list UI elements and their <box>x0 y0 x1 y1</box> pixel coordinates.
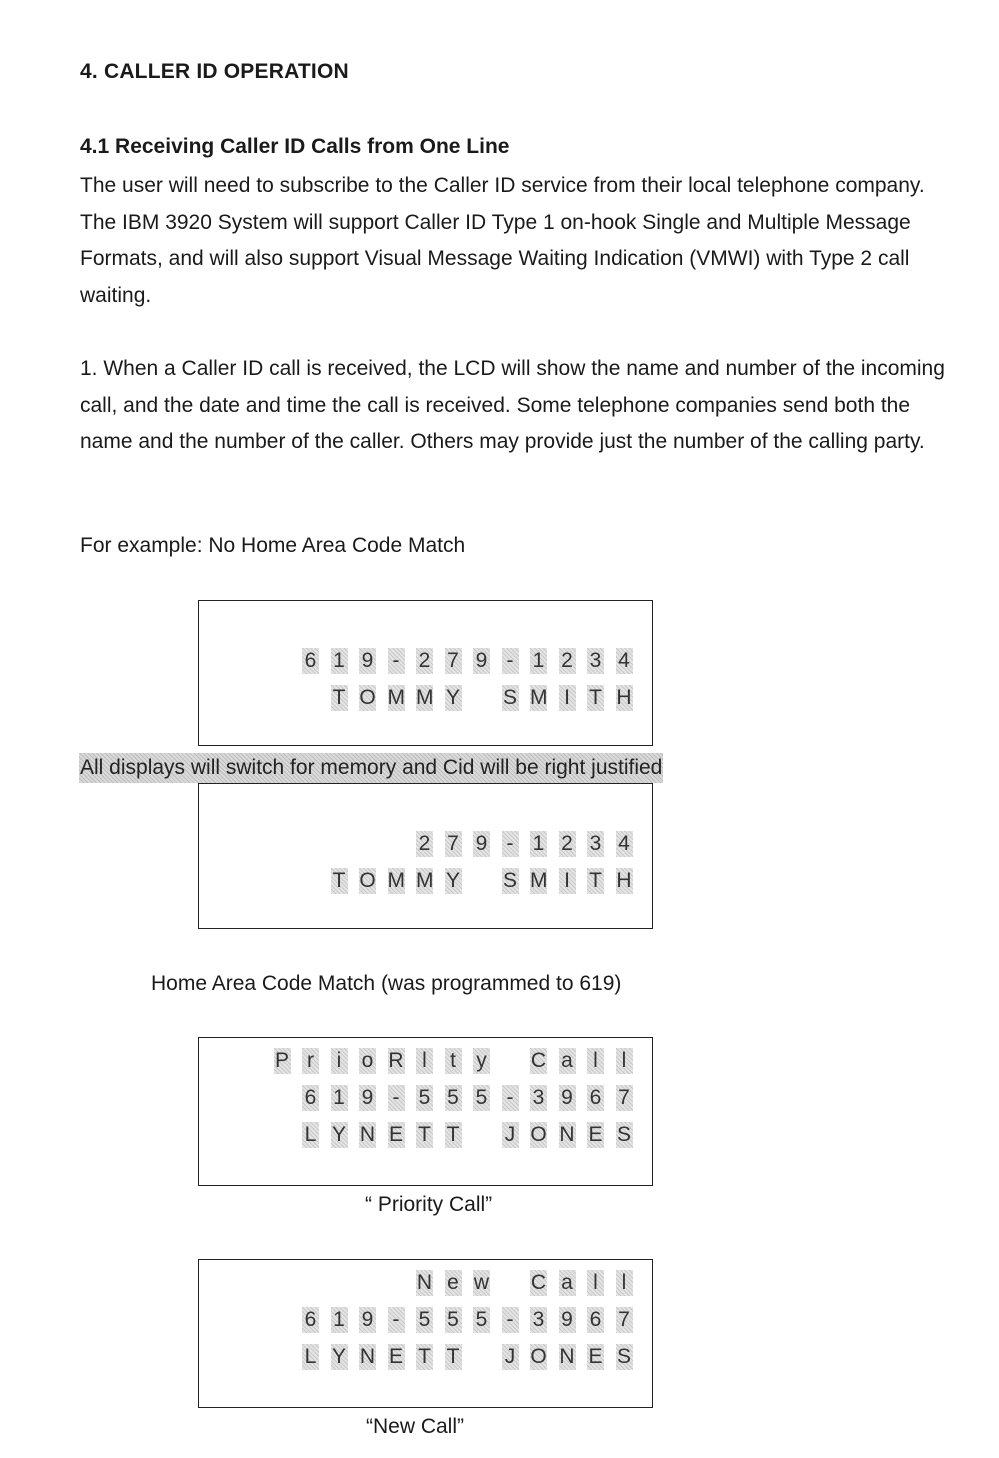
lcd-char: - <box>388 1085 405 1111</box>
lcd-char: 3 <box>587 831 604 857</box>
lcd-char: 7 <box>616 1307 633 1333</box>
lcd-line <box>199 1122 652 1148</box>
lcd-char: 9 <box>473 648 490 674</box>
lcd-line <box>199 1085 652 1111</box>
lcd-char: 6 <box>302 1085 319 1111</box>
lcd-char: 2 <box>416 648 433 674</box>
lcd-char: I <box>559 868 576 894</box>
lcd-char: C <box>530 1049 547 1072</box>
lcd-char: M <box>416 869 434 892</box>
lcd-char: 4 <box>616 648 633 674</box>
lcd-char <box>473 868 490 894</box>
lcd-char <box>473 685 490 711</box>
lcd-char: T <box>416 1122 433 1148</box>
lcd-char: N <box>559 1345 575 1368</box>
lcd-char: N <box>559 1123 575 1146</box>
lcd-char: L <box>302 1344 319 1370</box>
lcd-char: E <box>388 1123 403 1146</box>
lcd-char: O <box>359 686 376 709</box>
lcd-char: 9 <box>359 648 376 674</box>
lcd-char: 9 <box>359 1085 376 1111</box>
lcd-char: T <box>416 1344 433 1370</box>
lcd-char: 3 <box>530 1307 547 1333</box>
lcd-char: 5 <box>445 1085 462 1111</box>
lcd-char: M <box>416 686 434 709</box>
lcd-char: S <box>616 1123 631 1146</box>
lcd-char: 6 <box>302 1307 319 1333</box>
lcd-char: 3 <box>587 648 604 674</box>
lcd-new-call <box>198 1259 653 1408</box>
lcd-char: E <box>388 1345 403 1368</box>
lcd-char <box>502 1048 519 1074</box>
lcd-char: 6 <box>302 648 319 674</box>
lcd-char: l <box>416 1048 433 1074</box>
lcd-char: L <box>302 1122 319 1148</box>
lcd-char: 1 <box>331 648 348 674</box>
subsection-heading: 4.1 Receiving Caller ID Calls from One Line <box>80 135 510 158</box>
lcd-char: l <box>587 1048 604 1074</box>
lcd-char: l <box>587 1270 604 1296</box>
lcd-char: 6 <box>587 1307 604 1333</box>
lcd-char: S <box>502 869 517 892</box>
lcd-char: a <box>559 1048 576 1074</box>
lcd-char: a <box>559 1270 576 1296</box>
lcd-char: - <box>388 1307 405 1333</box>
lcd-char: N <box>359 1345 376 1368</box>
lcd-line <box>199 1307 652 1333</box>
lcd-char: y <box>473 1048 490 1074</box>
lcd-char: T <box>331 868 348 894</box>
lcd-char: 9 <box>559 1085 576 1111</box>
lcd-char: T <box>445 1122 462 1148</box>
lcd-char: M <box>530 869 548 892</box>
lcd-char: 5 <box>416 1307 433 1333</box>
lcd-char: S <box>616 1345 631 1368</box>
lcd-char: O <box>530 1123 547 1146</box>
lcd-char: Y <box>331 1123 346 1146</box>
lcd-char: - <box>388 648 405 674</box>
lcd-char: 7 <box>616 1085 633 1111</box>
lcd-char: C <box>530 1271 547 1294</box>
lcd-char: - <box>502 1307 519 1333</box>
lcd-char: 2 <box>559 648 576 674</box>
highlight-note: All displays will switch for memory and Cid will be right justified <box>79 753 663 783</box>
lcd-char: O <box>359 869 376 892</box>
lcd-char: 1 <box>530 831 547 857</box>
lcd-char: Y <box>445 869 460 892</box>
lcd-char: 5 <box>473 1307 490 1333</box>
lcd-line <box>199 648 652 674</box>
lcd-char: T <box>587 685 604 711</box>
lcd-char: 7 <box>445 648 462 674</box>
lcd-char: l <box>616 1048 633 1074</box>
lcd-char: M <box>530 686 548 709</box>
lcd-char: i <box>331 1048 348 1074</box>
lcd-char: r <box>302 1048 319 1074</box>
lcd-char <box>502 1270 519 1296</box>
lcd-char: t <box>445 1048 462 1074</box>
lcd-char: M <box>387 869 405 892</box>
lcd-char: 9 <box>559 1307 576 1333</box>
example-label: For example: No Home Area Code Match <box>80 534 466 557</box>
lcd-char <box>473 1122 490 1148</box>
lcd-char: - <box>502 648 519 674</box>
lcd-char: Y <box>445 686 460 709</box>
home-area-caption: Home Area Code Match (was programmed to 619) <box>151 972 622 995</box>
lcd-char: R <box>388 1049 404 1072</box>
lcd-char: - <box>502 831 519 857</box>
intro-paragraph: The user will need to subscribe to the Caller ID service from their local telephone company. The IBM 3920 System will support Caller ID Type 1 on-hook Single and Multiple Message Formats, and will also support Visual Message Waiting Indication (VMWI) with Type 2 call waiting. <box>80 174 925 307</box>
lcd-char: E <box>588 1345 603 1368</box>
lcd-char: e <box>445 1270 462 1296</box>
lcd-char: T <box>445 1344 462 1370</box>
lcd-char: o <box>359 1048 376 1074</box>
lcd-char: 2 <box>559 831 576 857</box>
lcd-char: T <box>587 868 604 894</box>
lcd-char: J <box>502 1344 519 1370</box>
lcd-char: 1 <box>331 1307 348 1333</box>
lcd-char: I <box>559 685 576 711</box>
lcd-char: M <box>387 686 405 709</box>
lcd-line <box>199 868 652 894</box>
lcd-line <box>199 831 652 857</box>
lcd-line <box>199 1270 652 1296</box>
lcd-line <box>199 685 652 711</box>
lcd-char: J <box>502 1122 519 1148</box>
lcd-char: 6 <box>587 1085 604 1111</box>
lcd-char: 1 <box>530 648 547 674</box>
section-heading: 4. CALLER ID OPERATION <box>80 60 349 83</box>
lcd-char: - <box>502 1085 519 1111</box>
lcd-char: E <box>588 1123 603 1146</box>
lcd-no-area-match <box>198 600 653 746</box>
lcd-char: 3 <box>530 1085 547 1111</box>
lcd-line <box>199 1048 652 1074</box>
lcd-char: T <box>331 685 348 711</box>
lcd-char: S <box>502 686 517 709</box>
step-paragraph: 1. When a Caller ID call is received, the LCD will show the name and number of the incoming call, and the date and time the call is received. Some telephone companies send both the name and the number of the caller. Others may provide just the number of the calling party. <box>80 357 945 453</box>
lcd-char: 9 <box>473 831 490 857</box>
lcd-char: 1 <box>331 1085 348 1111</box>
lcd-char: Y <box>331 1345 346 1368</box>
lcd-char: O <box>530 1345 547 1368</box>
lcd-char: 5 <box>445 1307 462 1333</box>
lcd-char: H <box>616 869 632 892</box>
new-call-caption: “New Call” <box>366 1415 465 1438</box>
lcd-char: 4 <box>616 831 633 857</box>
lcd-priority-call <box>198 1037 653 1186</box>
lcd-char: w <box>473 1271 490 1294</box>
lcd-char: 2 <box>416 831 433 857</box>
lcd-char: 5 <box>473 1085 490 1111</box>
lcd-right-justified <box>198 783 653 929</box>
lcd-line <box>199 1344 652 1370</box>
lcd-char: P <box>274 1049 289 1072</box>
lcd-char: H <box>616 686 632 709</box>
lcd-char <box>473 1344 490 1370</box>
lcd-char: 5 <box>416 1085 433 1111</box>
lcd-char: 9 <box>359 1307 376 1333</box>
priority-call-caption: “ Priority Call” <box>365 1193 493 1216</box>
lcd-char: N <box>359 1123 376 1146</box>
lcd-char: l <box>616 1270 633 1296</box>
lcd-char: 7 <box>445 831 462 857</box>
lcd-char: N <box>416 1271 433 1294</box>
